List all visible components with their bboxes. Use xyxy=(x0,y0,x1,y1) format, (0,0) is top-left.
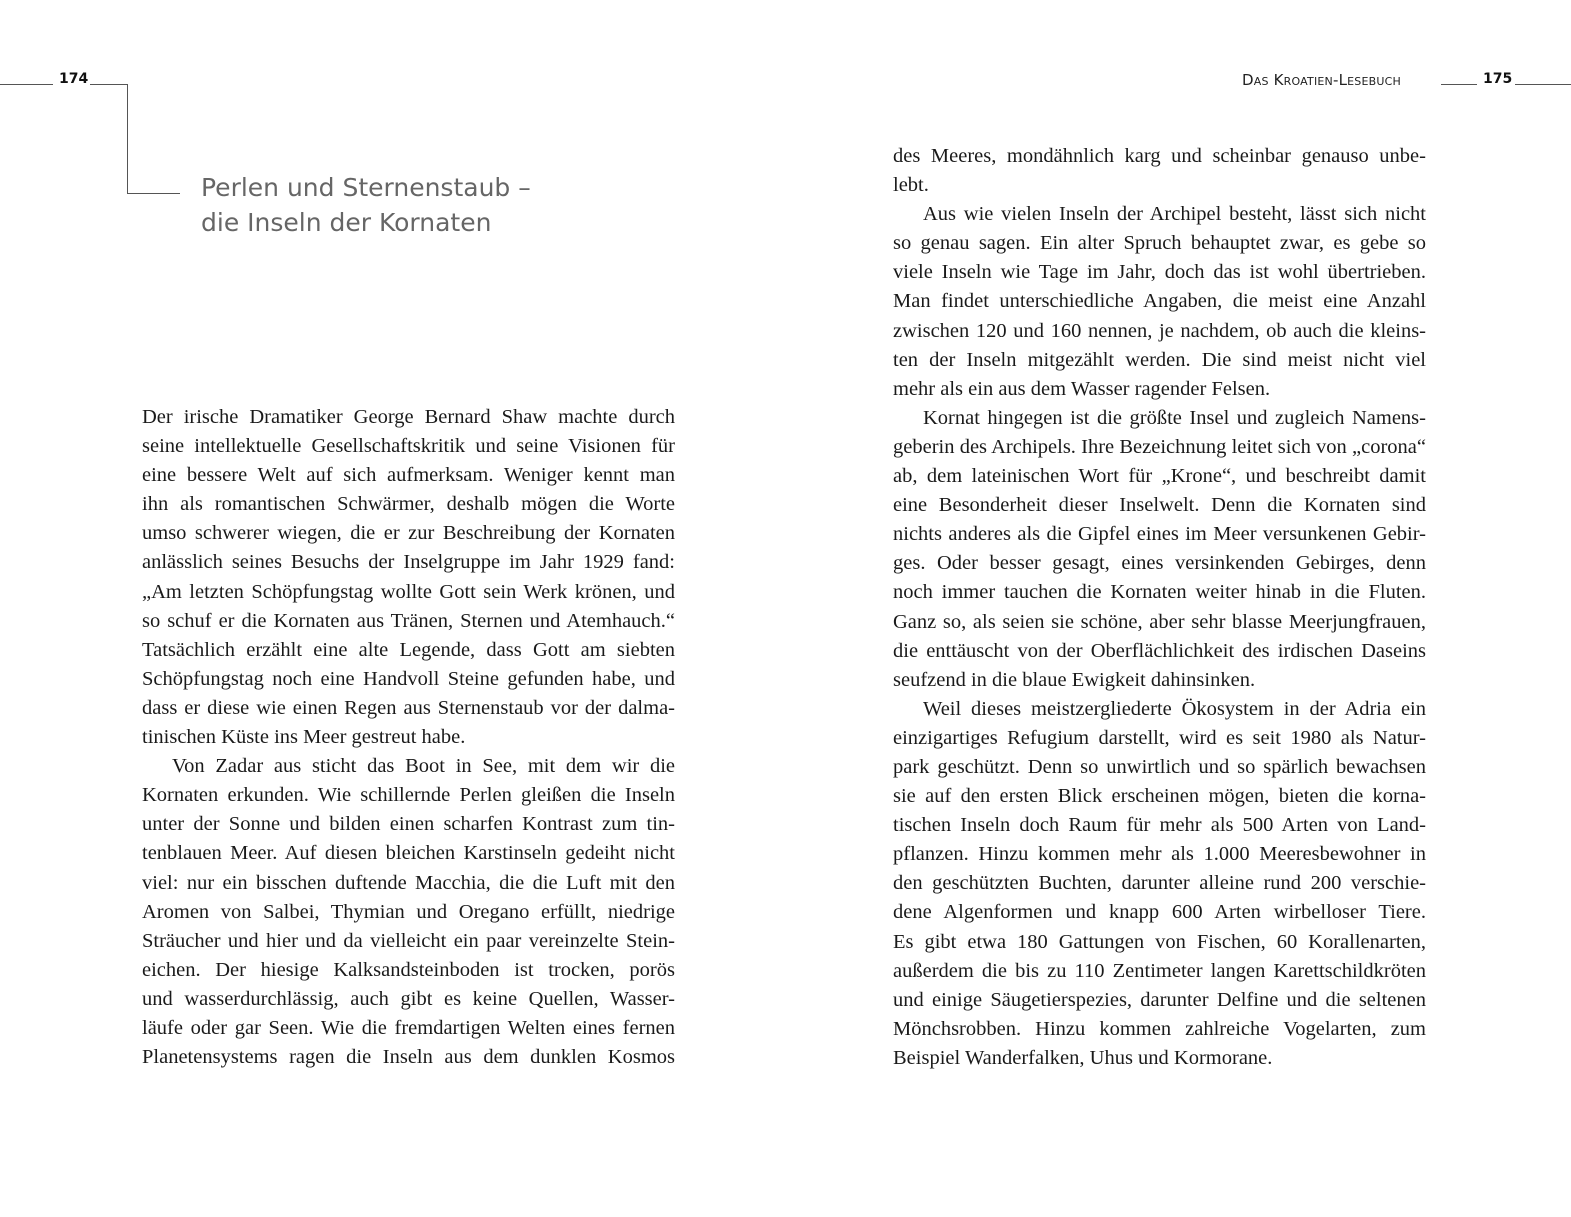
text-line: dass er diese wie einen Regen aus Sternenstaub vor der dalma- xyxy=(142,696,675,719)
text-line: seufzend in die blaue Ewigkeit dahinsinken. xyxy=(893,668,1256,691)
text-line: den geschützten Buchten, darunter alleine rund 200 verschie- xyxy=(893,872,1426,895)
text-line: dene Algenformen und knapp 600 Arten wirbelloser Tiere. xyxy=(893,901,1426,924)
chapter-title xyxy=(201,170,531,240)
text-line: Kornaten erkunden. Wie schillernde Perlen gleißen die Inseln xyxy=(142,784,675,807)
text-line: viel: nur ein bisschen duftende Macchia, die die Luft mit den xyxy=(142,871,675,894)
text-line: geberin des Archipels. Ihre Bezeichnung leitet sich von „corona“ xyxy=(893,435,1426,458)
text-line: noch immer tauchen die Kornaten weiter hinab in die Fluten. xyxy=(893,581,1426,604)
page-number-right: 175 xyxy=(1483,71,1513,87)
text-line: ten der Inseln mitgezählt werden. Die sind meist nicht viel xyxy=(893,348,1426,371)
text-line: eine Besonderheit dieser Inselwelt. Denn die Kornaten sind xyxy=(893,494,1426,517)
text-line: Tatsächlich erzählt eine alte Legende, dass Gott am siebten xyxy=(142,638,675,661)
text-line: läufe oder gar Seen. Wie die fremdartigen Welten eines fernen xyxy=(142,1016,675,1039)
text-line: Aus wie vielen Inseln der Archipel besteht, lässt sich nicht xyxy=(923,203,1426,226)
text-line: und wasserdurchlässig, auch gibt es keine Quellen, Wasser- xyxy=(142,987,675,1010)
right-header-rule-inner xyxy=(1441,84,1477,85)
paragraph xyxy=(893,404,1426,695)
text-line: Ganz so, als seien sie schöne, aber sehr blasse Meerjungfrauen, xyxy=(893,610,1426,633)
text-line: park geschützt. Denn so unwirtlich und so spärlich bewachsen xyxy=(893,755,1426,778)
left-header-rule-outer xyxy=(0,84,53,85)
left-header-rule-inner xyxy=(90,84,128,85)
text-line: und einige Säugetierspezies, darunter Delfine und die seltenen xyxy=(893,988,1426,1011)
text-line: einzigartiges Refugium darstellt, wird es seit 1980 als Natur- xyxy=(893,726,1426,749)
text-line: eine bessere Welt auf sich aufmerksam. Weniger kennt man xyxy=(142,464,675,487)
paragraph xyxy=(893,200,1426,404)
text-line: ihn als romantischen Schwärmer, deshalb mögen die Worte xyxy=(142,493,675,516)
text-line: Weil dieses meistzergliederte Ökosystem in der Adria ein xyxy=(923,697,1426,720)
text-line: sie auf den ersten Blick erscheinen mögen, bieten die korna- xyxy=(893,785,1426,808)
text-line: Der irische Dramatiker George Bernard Shaw machte durch xyxy=(142,406,675,428)
text-line: zwischen 120 und 160 nennen, je nachdem, ob auch die kleins- xyxy=(893,319,1426,342)
text-line: Von Zadar aus sticht das Boot in See, mit dem wir die xyxy=(172,755,675,778)
text-line: eichen. Der hiesige Kalksandsteinboden ist trocken, porös xyxy=(142,958,675,981)
text-line: Mönchsrobben. Hinzu kommen zahlreiche Vogelarten, zum xyxy=(893,1017,1426,1040)
text-line: unter der Sonne und bilden einen scharfen Kontrast zum tin- xyxy=(142,813,675,836)
text-line: Schöpfungstag noch eine Handvoll Steine gefunden habe, und xyxy=(142,667,675,690)
text-line: des Meeres, mondähnlich karg und scheinbar genauso unbe- xyxy=(893,145,1426,167)
chapter-bracket-vertical xyxy=(127,84,128,194)
chapter-title-line-2: die Inseln der Kornaten xyxy=(201,208,492,237)
page-number-left: 174 xyxy=(59,71,89,87)
text-line: „Am letzten Schöpfungstag wollte Gott sein Werk krönen, und xyxy=(142,580,675,603)
text-line: Beispiel Wanderfalken, Uhus und Kormorane. xyxy=(893,1046,1273,1069)
paragraph xyxy=(142,752,675,1072)
right-page-body xyxy=(893,142,1426,1073)
paragraph xyxy=(893,142,1426,200)
left-page-body xyxy=(142,403,675,1072)
text-line: tinischen Küste ins Meer gestreut habe. xyxy=(142,726,466,749)
text-line: so schuf er die Kornaten aus Tränen, Sternen und Atemhauch.“ xyxy=(142,609,675,632)
text-line: lebt. xyxy=(893,174,929,197)
text-line: Man findet unterschiedliche Angaben, die meist eine Anzahl xyxy=(893,290,1426,313)
text-line: nichts anderes als die Gipfel eines im Meer versunkenen Gebir- xyxy=(893,523,1426,546)
text-line: Planetensystems ragen die Inseln aus dem dunklen Kosmos xyxy=(142,1046,675,1069)
text-line: anlässlich seines Besuchs der Inselgruppe im Jahr 1929 fand: xyxy=(142,551,675,574)
text-line: mehr als ein aus dem Wasser ragender Felsen. xyxy=(893,377,1271,400)
text-line: ges. Oder besser gesagt, eines versinkenden Gebirges, denn xyxy=(893,552,1426,575)
text-line: ab, dem lateinischen Wort für „Krone“, und beschreibt damit xyxy=(893,465,1426,488)
text-line: außerdem die bis zu 110 Zentimeter langen Karettschildkröten xyxy=(893,959,1426,982)
text-line: pflanzen. Hinzu kommen mehr als 1.000 Meeresbewohner in xyxy=(893,843,1426,866)
chapter-bracket-horizontal xyxy=(127,193,180,194)
text-line: viele Inseln wie Tage im Jahr, doch das ist wohl übertrieben. xyxy=(893,261,1426,284)
text-line: Es gibt etwa 180 Gattungen von Fischen, 60 Korallenarten, xyxy=(893,930,1426,953)
text-line: umso schwerer wiegen, die er zur Beschreibung der Kornaten xyxy=(142,522,675,545)
text-line: seine intellektuelle Gesellschaftskritik und seine Visionen für xyxy=(142,435,675,458)
right-header-rule-outer xyxy=(1515,84,1571,85)
running-head: Das Kroatien-Lesebuch xyxy=(1242,71,1401,89)
text-line: tenblauen Meer. Auf diesen bleichen Karstinseln gedeiht nicht xyxy=(142,842,675,865)
text-line: so genau sagen. Ein alter Spruch behauptet zwar, es gebe so xyxy=(893,232,1426,255)
text-line: Aromen von Salbei, Thymian und Oregano erfüllt, niedrige xyxy=(142,900,675,923)
text-line: Sträucher und hier und da vielleicht ein paar vereinzelte Stein- xyxy=(142,929,675,952)
text-line: Kornat hingegen ist die größte Insel und zugleich Namens- xyxy=(923,406,1426,429)
paragraph xyxy=(142,403,675,752)
chapter-title-line-1: Perlen und Sternenstaub – xyxy=(201,173,531,202)
text-line: die enttäuscht von der Oberflächlichkeit des irdischen Daseins xyxy=(893,639,1426,662)
text-line: tischen Inseln doch Raum für mehr als 500 Arten von Land- xyxy=(893,814,1426,837)
paragraph xyxy=(893,695,1426,1073)
